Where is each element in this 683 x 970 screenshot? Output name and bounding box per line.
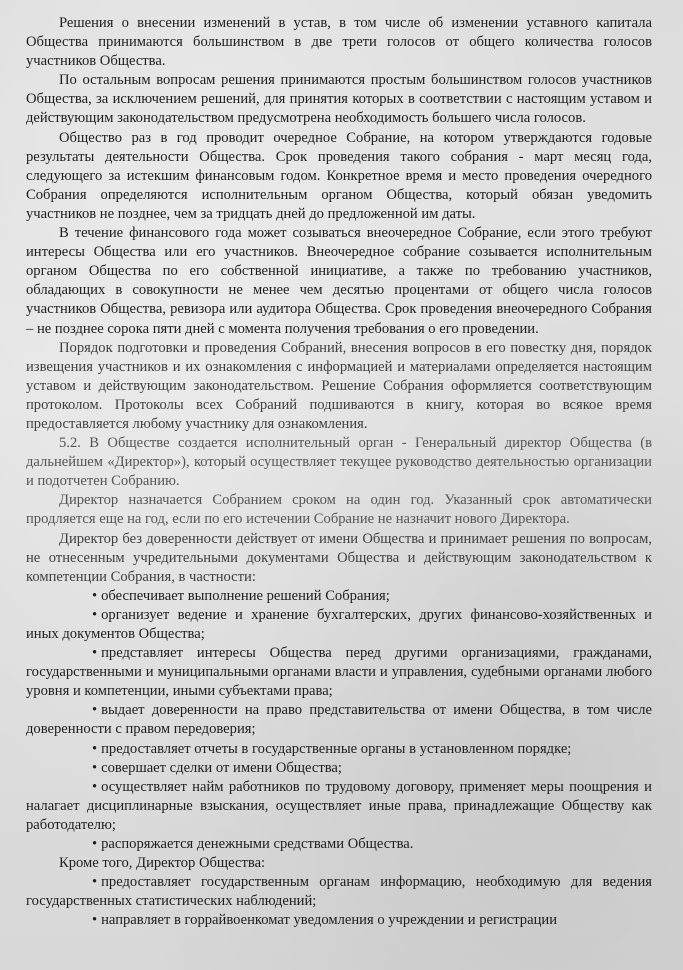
list-item: • обеспечивает выполнение решений Собрания;: [26, 587, 652, 606]
bullet-icon: •: [92, 606, 98, 623]
bullet-icon: •: [92, 778, 98, 795]
paragraph-simple-majority: По остальным вопросам решения принимаются простым большинством голосов участников Общества, за исключением решений, для принятия которых в соответствии с настоящим уставом и действующим законодательством предусмотрена необходимость большего числа голосов.: [26, 72, 652, 127]
bullet-icon: •: [92, 702, 98, 719]
paragraph-director-powers: Директор без доверенности действует от имени Общества и принимает решения по вопросам, не отнесенным учредительными документами Общества и действующим законодательством к компетенции Собрания, в частности:: [26, 530, 652, 585]
bullet-icon: •: [92, 874, 98, 891]
list-item: • направляет в горрайвоенкомат уведомления о учреждении и регистрации: [26, 911, 652, 930]
paragraph-extraordinary-meeting: В течение финансового года может созываться внеочередное Собрание, если этого требуют интересы Общества или его участников. Внеочередное собрание созывается исполнительным органом Общества по его собственной инициативе, а также по требованию участников, обладающих в совокупности не менее чем десятью процентами от общего числа голосов участников Общества, ревизора или аудитора Общества. Срок проведения внеочередного Собрания – не позднее сорока пяти дней с момента получения требования о его проведении.: [26, 225, 652, 337]
list-item: • представляет интересы Общества перед другими организациями, гражданами, государственными и муниципальными органами власти и управления, судебными органами любого уровня и компетенции, иными субъектами права;: [26, 645, 652, 700]
list-item: • предоставляет отчеты в государственные органы в установленном порядке;: [26, 740, 652, 759]
paragraph-director-term: Директор назначается Собранием сроком на один год. Указанный срок автоматически продляется еще на год, если по его истечении Собрание не назначит нового Директора.: [26, 492, 652, 528]
list-item: • осуществляет найм работников по трудовому договору, применяет меры поощрения и налагает дисциплинарные взыскания, осуществляет иные права, принадлежащие Обществу как работодателю;: [26, 778, 652, 833]
bullet-icon: •: [92, 836, 98, 853]
bullet-icon: •: [92, 587, 98, 604]
bullet-icon: •: [92, 759, 98, 776]
bullet-icon: •: [92, 645, 98, 662]
bullet-icon: •: [92, 740, 98, 757]
list-item: • организует ведение и хранение бухгалтерских, других финансово-хозяйственных и иных документов Общества;: [26, 606, 652, 642]
list-item: • предоставляет государственным органам информацию, необходимую для ведения государственных статистических наблюдений;: [26, 874, 652, 910]
paragraph-additional-duties: Кроме того, Директор Общества:: [59, 855, 266, 872]
paragraph-annual-meeting: Общество раз в год проводит очередное Собрание, на котором утверждаются годовые результаты деятельности Общества. Срок проведения такого собрания - март месяц года, следующего за истекшим финансовым годом. Конкретное время и место проведения очередного Собрания определяются исполнительным органом Общества, который обязан уведомить участников не позднее, чем за тридцать дней до предложенной им даты.: [26, 129, 652, 222]
list-item: • выдает доверенности на право представительства от имени Общества, в том числе доверенности с правом передоверия;: [26, 702, 652, 738]
paragraph-executive-body: 5.2. В Обществе создается исполнительный орган - Генеральный директор Общества (в дальнейшем «Директор»), который осуществляет текущее руководство деятельностью организации и подотчетен Собранию.: [26, 435, 652, 490]
paragraph-meeting-procedure: Порядок подготовки и проведения Собраний, внесения вопросов в его повестку дня, порядок извещения участников и их ознакомления с информацией и материалами определяется настоящим уставом и действующим законодательством. Решение Собрания оформляется соответствующим протоколом. Протоколы всех Собраний подшиваются в книгу, которая во всякое время предоставляется любому участнику для ознакомления.: [26, 339, 652, 432]
paragraph-charter-amendments: Решения о внесении изменений в устав, в том числе об изменении уставного капитала Общества принимаются большинством в две трети голосов от общего количества голосов участников Общества.: [26, 15, 652, 70]
list-item: • распоряжается денежными средствами Общества.: [26, 835, 652, 854]
list-item: • совершает сделки от имени Общества;: [26, 759, 652, 778]
bullet-icon: •: [92, 912, 98, 929]
